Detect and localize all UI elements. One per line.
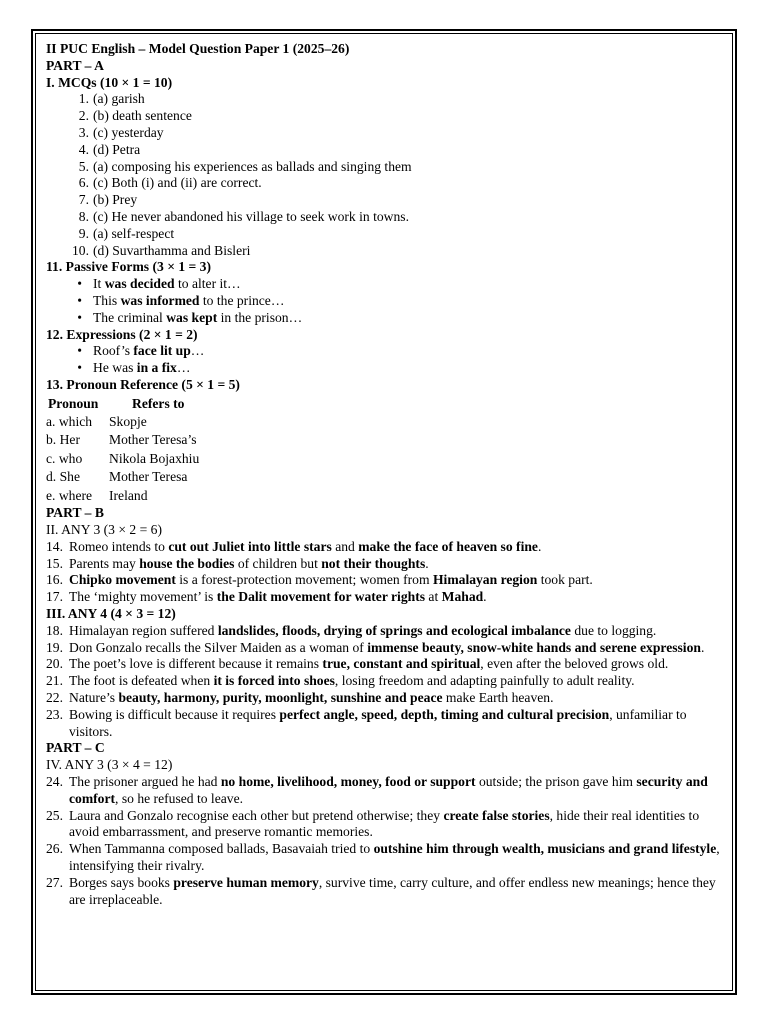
answer-text-segment: , survive time, carry culture, and offer endless new meanings; hence they are irreplaceable. <box>69 874 716 907</box>
answer-text-segment: , losing freedom and adapting painfully to adult reality. <box>334 673 635 689</box>
answer-text-segment: outside; the prison gave him <box>475 773 637 789</box>
answer-text-segment: , so he refused to leave. <box>115 790 244 806</box>
answer-text-segment: at <box>425 589 442 605</box>
answer-text-segment: is a forest-protection movement; women from <box>175 572 433 588</box>
mcq-item <box>46 226 726 243</box>
mcq-list <box>46 91 726 259</box>
section-3-answers <box>46 623 726 741</box>
answer-key-phrase: landslides, floods, drying of springs and ecological imbalance <box>217 622 571 638</box>
answer-key-phrase: no home, livelihood, money, food or support <box>220 773 476 789</box>
answer-text-segment: make Earth heaven. <box>442 690 554 705</box>
answer-text-segment: , even after the beloved grows old. <box>480 656 669 672</box>
answer-text <box>69 808 726 842</box>
answer-key-phrase: preserve human memory <box>173 874 319 890</box>
bullet-text-post: in the prison… <box>217 309 303 325</box>
paper-title: II PUC English – Model Question Paper 1 (2025–26) <box>46 41 350 56</box>
mcq-number: 1. <box>78 91 89 107</box>
pronoun-cell: d. She <box>46 469 80 485</box>
answer-item <box>46 539 726 556</box>
section-4-answers <box>46 774 726 908</box>
bullet-text <box>93 293 284 310</box>
mcq-number: 4. <box>78 141 89 157</box>
answer-text-segment: took part. <box>537 572 593 588</box>
bullet-text-pre: He was <box>93 360 137 376</box>
answer-text <box>69 774 726 808</box>
mcq-item <box>46 125 726 142</box>
answer-key-phrase: house the bodies <box>139 555 235 571</box>
bullet-dot: • <box>77 309 82 325</box>
bullet-text <box>93 360 190 377</box>
table-row <box>46 450 726 469</box>
answer-item <box>46 572 726 589</box>
bullet-text-bold: was informed <box>120 292 200 308</box>
bullet-text-pre: It <box>93 276 105 292</box>
bullet-dot: • <box>77 292 82 308</box>
part-b-heading: PART – B <box>46 505 104 521</box>
pronoun-cell: e. where <box>46 487 93 503</box>
mcq-number: 5. <box>78 158 89 174</box>
answer-text-segment: Borges says books <box>69 874 174 890</box>
answer-number: 18. <box>46 622 63 638</box>
passive-list <box>46 276 726 326</box>
answer-key-phrase: create false stories <box>443 807 550 823</box>
mcq-item <box>46 175 726 192</box>
answer-text-segment: When Tammanna composed ballads, Basavaiah tried to <box>69 841 374 857</box>
refers-to-cell: Mother Teresa’s <box>109 432 197 448</box>
mcq-item <box>46 91 726 108</box>
table-row <box>46 468 726 487</box>
answer-text <box>69 673 726 690</box>
mcq-heading: I. MCQs (10 × 1 = 10) <box>46 74 173 90</box>
answer-number: 21. <box>46 673 63 689</box>
refers-to-cell: Nikola Bojaxhiu <box>109 450 200 466</box>
answer-text <box>69 640 726 657</box>
bullet-item <box>46 343 726 360</box>
answer-key-phrase: not their thoughts <box>321 555 426 571</box>
bullet-text-post: to the prince… <box>199 292 285 308</box>
pronoun-cell: c. who <box>46 450 83 466</box>
answer-text <box>69 539 726 556</box>
bullet-text-bold: was kept <box>166 309 218 325</box>
answer-text-segment: , hide their real identities to avoid embarrassment, and preserve romantic memories. <box>69 807 700 840</box>
answer-number: 14. <box>46 538 63 554</box>
bullet-text-pre: This <box>93 292 121 308</box>
bullet-text <box>93 276 241 293</box>
bullet-item <box>46 293 726 310</box>
bullet-dot: • <box>77 360 82 376</box>
bullet-text-bold: face lit up <box>133 343 191 359</box>
expressions-list <box>46 343 726 377</box>
pronoun-col-header: Pronoun <box>48 395 99 411</box>
answer-text-segment: , intensifying their rivalry. <box>69 841 720 873</box>
mcq-answer: (a) self-respect <box>93 225 175 241</box>
answer-text <box>69 556 726 573</box>
answer-key-phrase: outshine him through wealth, musicians and grand lifestyle <box>373 841 717 857</box>
answer-item <box>46 707 726 741</box>
mcq-answer: (b) death sentence <box>93 108 192 124</box>
answer-text-segment: due to logging. <box>570 622 657 638</box>
bullet-text-pre: The criminal <box>93 309 167 325</box>
answer-text <box>69 623 726 640</box>
table-row <box>46 431 726 450</box>
mcq-answer: (b) Prey <box>93 192 138 208</box>
answer-item <box>46 556 726 573</box>
answer-number: 23. <box>46 706 63 722</box>
answer-item <box>46 623 726 640</box>
answer-key-phrase: immense beauty, snow-white hands and serene expression <box>367 639 701 655</box>
answer-text-segment: . <box>537 538 542 554</box>
pronoun-table <box>46 413 726 506</box>
bullet-text-post: … <box>176 360 191 376</box>
table-row <box>46 487 726 506</box>
bullet-dot: • <box>77 343 82 359</box>
answer-item <box>46 774 726 808</box>
answer-text-segment: of children but <box>234 555 322 571</box>
answer-item <box>46 589 726 606</box>
mcq-number: 7. <box>78 192 89 208</box>
document-body <box>46 41 726 908</box>
pronoun-heading: 13. Pronoun Reference (5 × 1 = 5) <box>46 376 240 392</box>
answer-number: 16. <box>46 572 63 588</box>
bullet-text-bold: was decided <box>104 276 175 292</box>
part-a-heading: PART – A <box>46 57 104 73</box>
bullet-text-post: … <box>190 343 205 359</box>
answer-item <box>46 841 726 875</box>
mcq-number: 2. <box>78 108 89 124</box>
answer-text-segment: Parents may <box>69 555 140 571</box>
answer-key-phrase: true, constant and spiritual <box>322 656 481 672</box>
pronoun-cell: a. which <box>46 413 93 429</box>
answer-number: 20. <box>46 656 63 672</box>
answer-number: 19. <box>46 639 63 655</box>
answer-number: 17. <box>46 589 63 605</box>
bullet-text <box>93 343 204 360</box>
answer-number: 25. <box>46 807 63 823</box>
answer-key-phrase: Chipko movement <box>69 572 176 588</box>
answer-text <box>69 875 726 909</box>
mcq-number: 9. <box>78 225 89 241</box>
expressions-heading: 12. Expressions (2 × 1 = 2) <box>46 326 198 342</box>
mcq-item <box>46 159 726 176</box>
answer-text <box>69 690 726 707</box>
answer-text-segment: and <box>331 538 359 554</box>
answer-text-segment: . <box>700 639 705 655</box>
answer-text-segment: . <box>425 555 429 571</box>
mcq-number: 10. <box>72 242 89 258</box>
answer-key-phrase: it is forced into shoes <box>213 673 335 689</box>
bullet-text-pre: Roof’s <box>93 343 134 359</box>
answer-text-segment: Laura and Gonzalo recognise each other but pretend otherwise; they <box>69 807 444 823</box>
answer-number: 15. <box>46 555 63 571</box>
mcq-answer: (c) Both (i) and (ii) are correct. <box>93 175 262 191</box>
mcq-answer: (c) He never abandoned his village to seek work in towns. <box>93 208 409 224</box>
answer-text <box>69 841 726 875</box>
answer-key-phrase: perfect angle, speed, depth, timing and cultural precision <box>279 706 610 722</box>
table-row <box>46 413 726 432</box>
answer-item <box>46 808 726 842</box>
answer-text <box>69 572 726 589</box>
answer-number: 26. <box>46 841 63 857</box>
answer-item <box>46 875 726 909</box>
bullet-text <box>93 310 302 327</box>
answer-key-phrase: security and comfort <box>69 773 708 806</box>
refers-to-cell: Mother Teresa <box>109 469 188 485</box>
bullet-text-post: to alter it… <box>174 276 241 292</box>
bullet-dot: • <box>77 276 82 292</box>
answer-key-phrase: the Dalit movement for water rights <box>216 589 426 605</box>
section-4-heading: IV. ANY 3 (3 × 4 = 12) <box>46 757 173 773</box>
answer-key-phrase: make the face of heaven so fine <box>358 538 538 554</box>
mcq-item <box>46 192 726 209</box>
mcq-number: 6. <box>78 175 89 191</box>
mcq-answer: (d) Suvarthamma and Bisleri <box>93 242 251 258</box>
mcq-item <box>46 108 726 125</box>
section-2-heading: II. ANY 3 (3 × 2 = 6) <box>46 522 163 538</box>
answer-text-segment: The poet’s love is different because it remains <box>69 656 323 672</box>
mcq-item <box>46 243 726 260</box>
bullet-item <box>46 360 726 377</box>
mcq-item <box>46 209 726 226</box>
mcq-number: 8. <box>78 208 89 224</box>
mcq-answer: (d) Petra <box>93 141 141 157</box>
answer-key-phrase: cut out Juliet into little stars <box>168 538 332 554</box>
answer-item <box>46 673 726 690</box>
refers-to-cell: Skopje <box>109 413 147 429</box>
pronoun-table-header <box>48 394 726 413</box>
answer-item <box>46 640 726 657</box>
answer-text-segment: Romeo intends to <box>69 538 169 554</box>
answer-key-phrase: beauty, harmony, purity, moonlight, sunshine and peace <box>118 690 443 705</box>
answer-number: 22. <box>46 690 63 705</box>
answer-text-segment: . <box>483 589 487 605</box>
answer-number: 24. <box>46 773 63 789</box>
answer-item <box>46 690 726 707</box>
answer-number: 27. <box>46 874 63 890</box>
answer-text-segment: , unfamiliar to visitors. <box>69 706 687 739</box>
answer-text-segment: The ‘mighty movement’ is <box>69 589 217 605</box>
answer-key-phrase: Himalayan region <box>432 572 538 588</box>
answer-text-segment: Nature’s <box>69 690 119 705</box>
refers-to-col-header: Refers to <box>132 395 185 411</box>
bullet-item <box>46 276 726 293</box>
mcq-number: 3. <box>78 124 89 140</box>
mcq-item <box>46 142 726 159</box>
answer-item <box>46 656 726 673</box>
answer-text-segment: Himalayan region suffered <box>69 622 218 638</box>
answer-text-segment: The foot is defeated when <box>69 673 214 689</box>
mcq-answer: (c) yesterday <box>93 124 164 140</box>
bullet-text-bold: in a fix <box>136 360 177 376</box>
answer-text <box>69 656 726 673</box>
mcq-answer: (a) garish <box>93 91 145 107</box>
section-2-answers <box>46 539 726 606</box>
mcq-answer: (a) composing his experiences as ballads and singing them <box>93 158 412 174</box>
answer-text <box>69 589 726 606</box>
part-c-heading: PART – C <box>46 740 105 756</box>
bullet-item <box>46 310 726 327</box>
section-3-heading: III. ANY 4 (4 × 3 = 12) <box>46 606 176 622</box>
answer-text-segment: The prisoner argued he had <box>69 773 221 789</box>
answer-text-segment: Bowing is difficult because it requires <box>69 706 280 722</box>
passive-heading: 11. Passive Forms (3 × 1 = 3) <box>46 259 212 275</box>
answer-key-phrase: Mahad <box>441 589 484 605</box>
answer-text <box>69 707 726 741</box>
refers-to-cell: Ireland <box>109 487 148 503</box>
pronoun-cell: b. Her <box>46 432 80 448</box>
answer-text-segment: Don Gonzalo recalls the Silver Maiden as a woman of <box>69 639 368 655</box>
